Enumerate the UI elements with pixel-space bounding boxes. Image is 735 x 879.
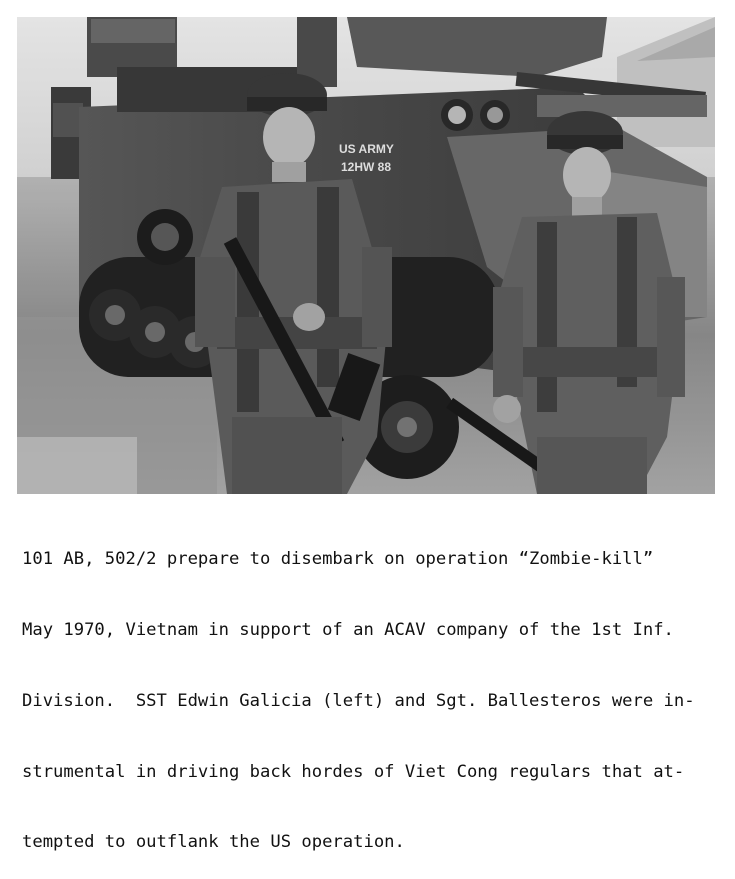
caption-line-4: strumental in driving back hordes of Viet Cong regulars that at- — [22, 761, 685, 782]
caption-line-3: Division. SST Edwin Galicia (left) and Sgt. Ballesteros were in- — [22, 690, 695, 711]
photo-illustration — [17, 17, 715, 494]
caption-line-2: May 1970, Vietnam in support of an ACAV company of the 1st Inf. — [22, 619, 674, 640]
historical-photograph — [17, 17, 715, 494]
caption-line-1: 101 AB, 502/2 prepare to disembark on operation “Zombie-kill” — [22, 549, 654, 570]
photo-caption — [22, 501, 722, 879]
vehicle-marking-line-2: 12HW 88 — [341, 160, 392, 174]
vehicle-marking-line-1: US ARMY — [339, 142, 394, 156]
caption-line-5: tempted to outflank the US operation. — [22, 832, 405, 853]
